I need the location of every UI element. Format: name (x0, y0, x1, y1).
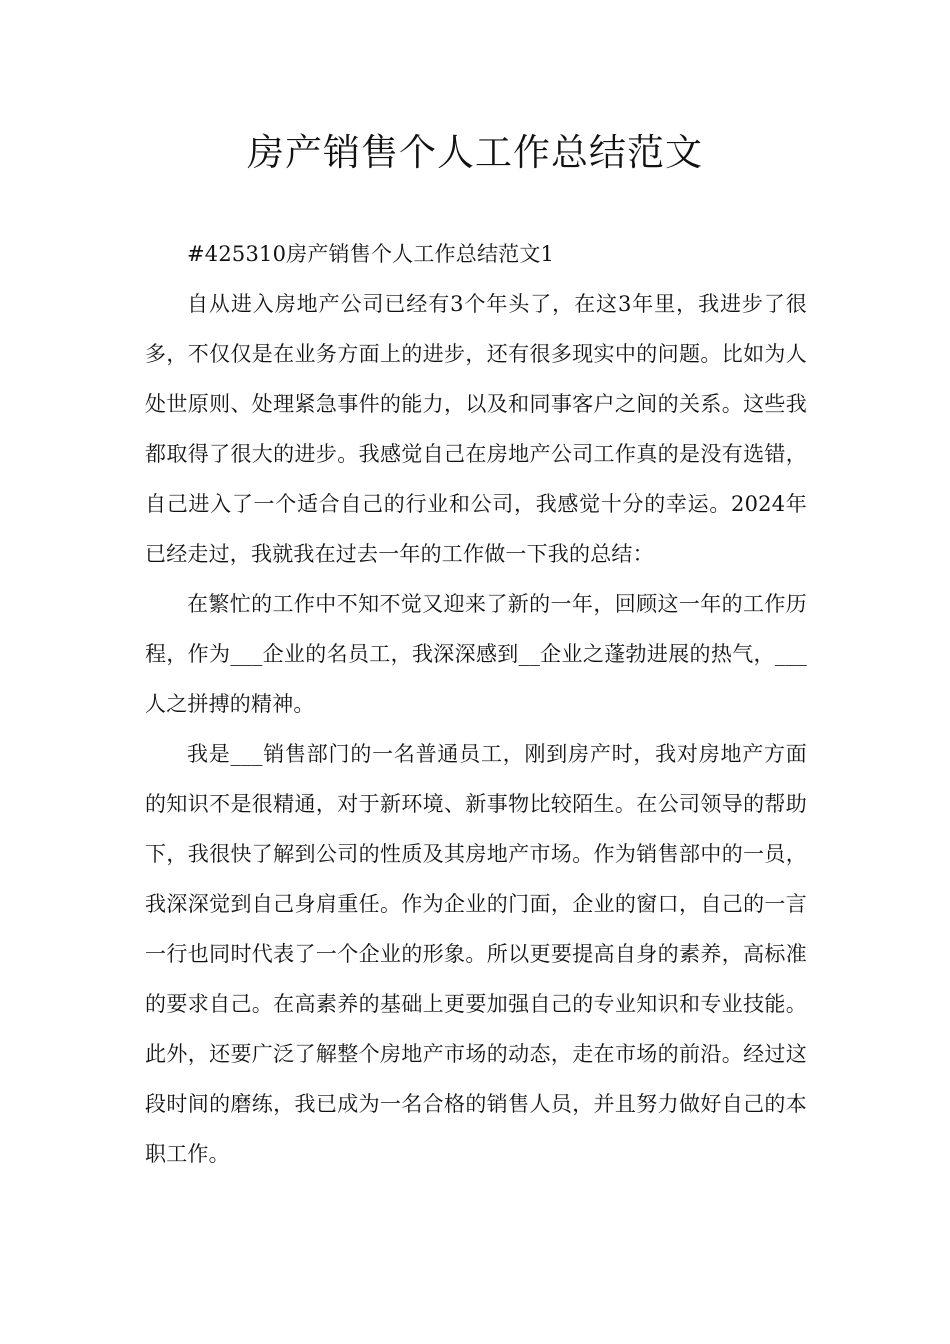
paragraph-1: 自从进入房地产公司已经有3个年头了，在这3年里，我进步了很多，不仅仅是在业务方面上的进步，还有很多现实中的问题。比如为人处世原则、处理紧急事件的能力，以及和同事客户之间的关系。这些我都取得了很大的进步。我感觉自己在房地产公司工作真的是没有选错，自己进入了一个适合自己的行业和公司，我感觉十分的幸运。2024年已经走过，我就我在过去一年的工作做一下我的总结： (145, 292, 807, 566)
document-title: 房产销售个人工作总结范文 (247, 131, 703, 174)
paragraph-2: 在繁忙的工作中不知不觉又迎来了新的一年，回顾这一年的工作历程，作为___企业的名员工，我深深感到__企业之蓬勃进展的热气，___人之拼搏的精神。 (145, 592, 807, 716)
paragraph-3: 我是___销售部门的一名普通员工，刚到房产时，我对房地产方面的知识不是很精通，对于新环境、新事物比较陌生。在公司领导的帮助下，我很快了解到公司的性质及其房地产市场。作为销售部中的一员，我深深觉到自己身肩重任。作为企业的门面，企业的窗口，自己的一言一行也同时代表了一个企业的形象。所以更要提高自身的素养，高标准的要求自己。在高素养的基础上更要加强自己的专业知识和专业技能。此外，还要广泛了解整个房地产市场的动态，走在市场的前沿。经过这段时间的磨练，我已成为一名合格的销售人员，并且努力做好自己的本职工作。 (145, 742, 807, 1166)
document-body (145, 229, 807, 1179)
section-heading: #425310房产销售个人工作总结范文1 (187, 242, 555, 266)
